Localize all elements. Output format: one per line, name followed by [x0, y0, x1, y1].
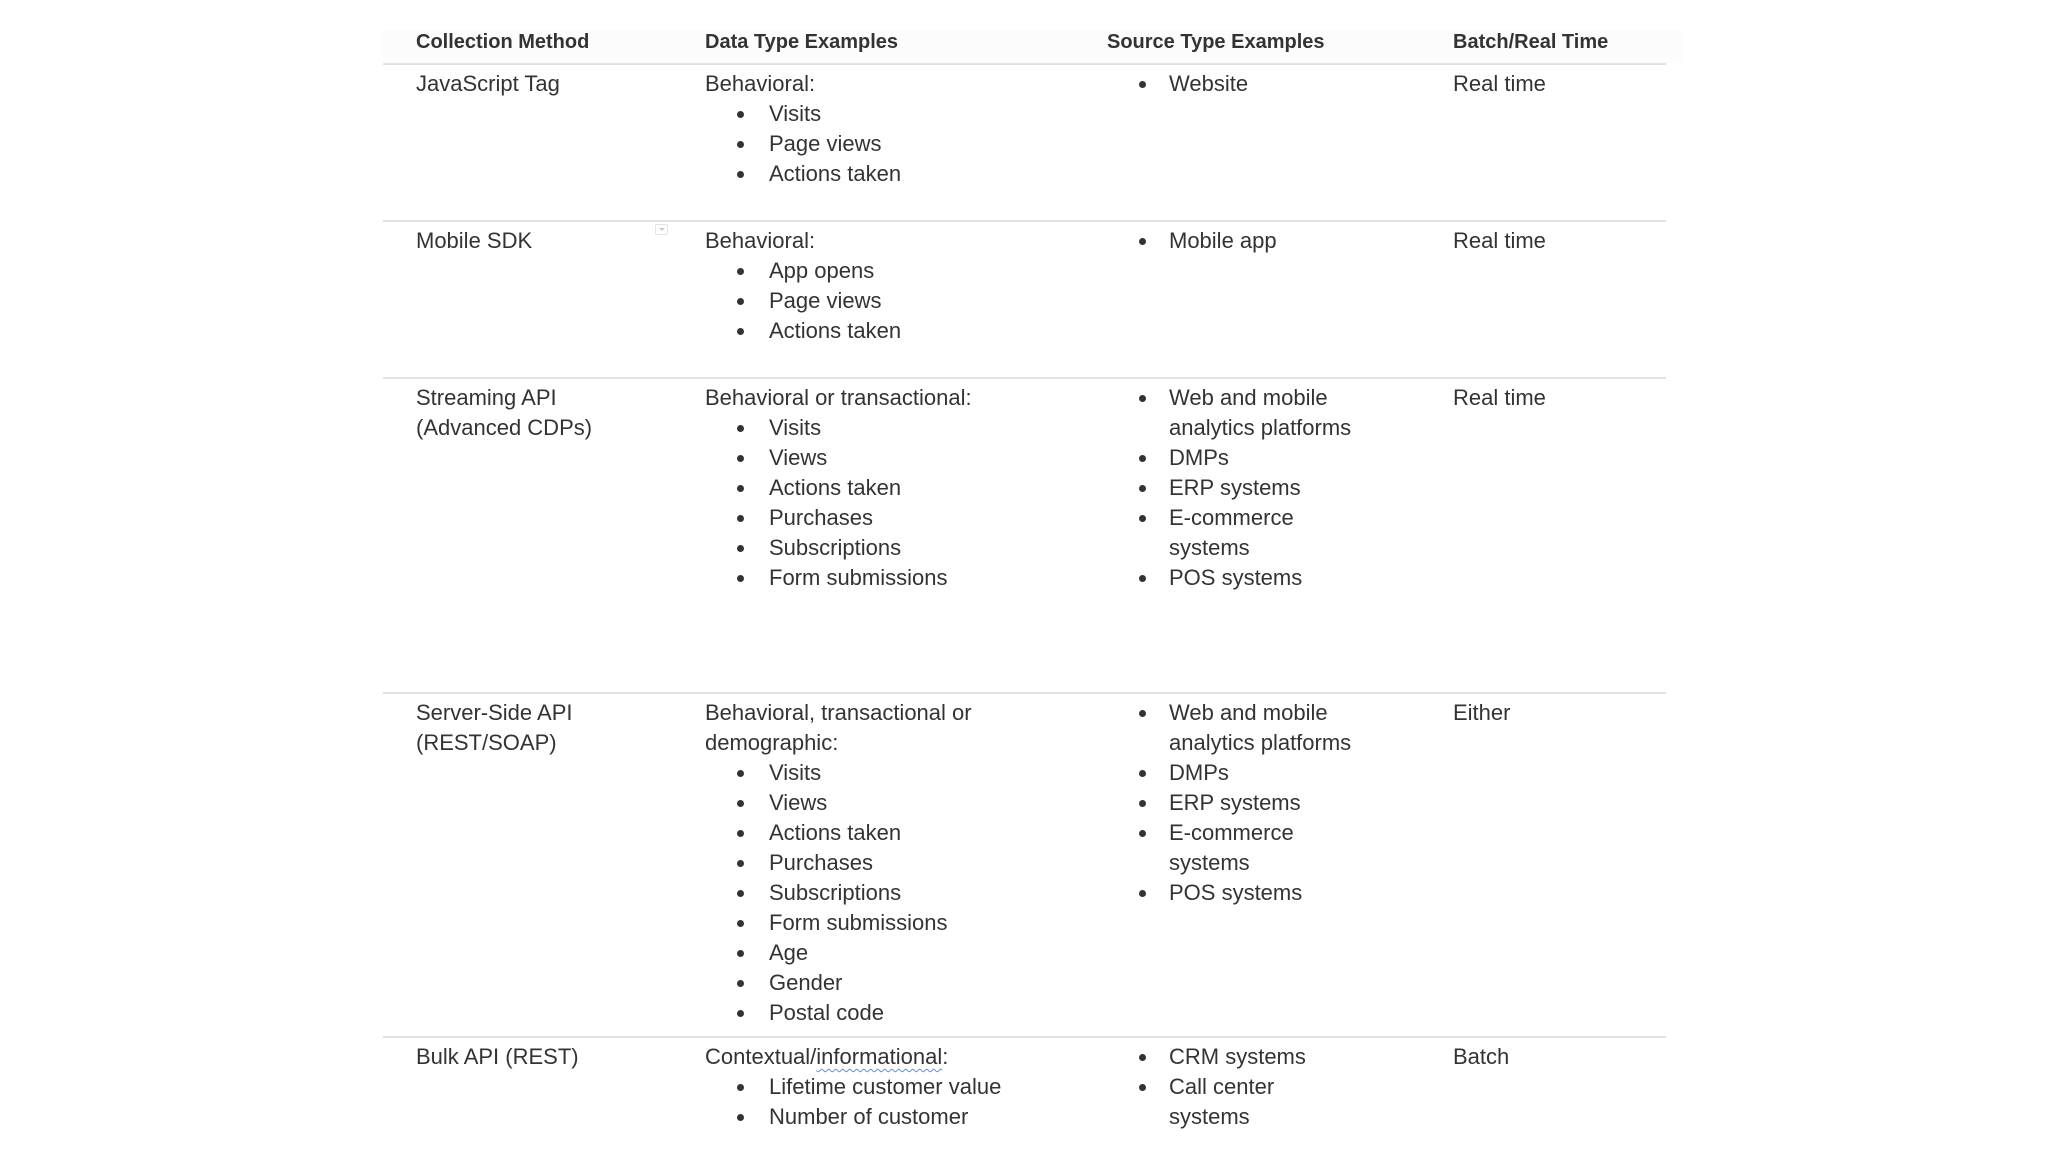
list-item: Subscriptions	[705, 878, 972, 908]
list-item-line: E-commerce	[1169, 820, 1294, 845]
source-type-list	[1107, 698, 1351, 908]
table-row-bulk-api-method	[416, 1042, 579, 1072]
table-row-bulk-api-data	[705, 1042, 1001, 1132]
table-row-bulk-api-sources	[1107, 1042, 1306, 1132]
list-item: Form submissions	[705, 563, 972, 593]
intro-suffix: :	[942, 1044, 949, 1069]
list-item: Visits	[705, 413, 972, 443]
row-divider	[383, 220, 1666, 222]
table-row-server-side-api-timing: Either	[1453, 700, 1511, 725]
list-item-line: systems	[1169, 1104, 1250, 1129]
list-item-text: POS systems	[1169, 565, 1303, 590]
table-row-mobile-sdk-sources	[1107, 226, 1277, 256]
source-type-list	[1107, 1042, 1306, 1132]
list-item-line: Call center	[1169, 1074, 1275, 1099]
list-item: Number of customer	[705, 1102, 1001, 1132]
table-row-javascript-tag-timing: Real time	[1453, 71, 1546, 96]
list-item	[1107, 758, 1351, 788]
data-type-intro	[705, 1042, 1001, 1072]
list-item: Actions taken	[705, 473, 972, 503]
header-source-type: Source Type Examples	[1107, 31, 1325, 53]
list-item: Actions taken	[705, 159, 901, 189]
list-item: Actions taken	[705, 818, 972, 848]
list-item: Views	[705, 443, 972, 473]
list-item	[1107, 473, 1351, 503]
data-type-intro: Behavioral, transactional or	[705, 700, 972, 725]
list-item: Purchases	[705, 848, 972, 878]
row-divider	[383, 63, 1666, 65]
header-collection-method: Collection Method	[416, 31, 590, 53]
list-item-text: ERP systems	[1169, 475, 1301, 500]
method-label: Bulk API (REST)	[416, 1044, 579, 1069]
list-item: Visits	[705, 99, 901, 129]
spellcheck-underlined-word[interactable]: informational	[816, 1044, 943, 1069]
method-label: Streaming API	[416, 385, 557, 410]
list-item-text: DMPs	[1169, 445, 1229, 470]
list-item	[1107, 69, 1248, 99]
header-data-type: Data Type Examples	[705, 31, 899, 53]
cell-dropdown-icon[interactable]	[655, 224, 668, 235]
list-item	[1107, 1042, 1306, 1072]
data-type-intro: Behavioral:	[705, 228, 816, 253]
method-label: Mobile SDK	[416, 228, 533, 253]
table-row-streaming-api-data	[705, 383, 972, 593]
list-item: Age	[705, 938, 972, 968]
table-row-server-side-api-method	[416, 698, 573, 758]
list-item	[1107, 818, 1351, 878]
list-item-text: Website	[1169, 71, 1249, 96]
method-label: JavaScript Tag	[416, 71, 560, 96]
intro-prefix: Contextual/	[705, 1044, 817, 1069]
list-item-line: analytics platforms	[1169, 415, 1352, 440]
table-row-server-side-api-data	[705, 698, 972, 1028]
list-item-line: systems	[1169, 535, 1250, 560]
list-item	[1107, 698, 1351, 758]
list-item-text: POS systems	[1169, 880, 1303, 905]
row-divider	[383, 377, 1666, 379]
data-type-list	[705, 99, 901, 189]
row-divider	[383, 1036, 1666, 1038]
table-row-streaming-api-method	[416, 383, 592, 443]
list-item: Views	[705, 788, 972, 818]
data-type-list	[705, 413, 972, 593]
list-item-text: Mobile app	[1169, 228, 1277, 253]
list-item	[1107, 383, 1351, 443]
list-item: Postal code	[705, 998, 972, 1028]
method-label: Server-Side API	[416, 700, 573, 725]
list-item-line: Web and mobile	[1169, 385, 1328, 410]
data-type-intro: demographic:	[705, 730, 839, 755]
table-row-mobile-sdk-timing: Real time	[1453, 228, 1546, 253]
source-type-list	[1107, 383, 1351, 593]
list-item: App opens	[705, 256, 901, 286]
row-divider	[383, 692, 1666, 694]
list-item: Page views	[705, 129, 901, 159]
list-item	[1107, 878, 1351, 908]
table-row-javascript-tag-data	[705, 69, 901, 189]
list-item	[1107, 443, 1351, 473]
list-item	[1107, 226, 1277, 256]
list-item-text: CRM systems	[1169, 1044, 1306, 1069]
list-item: Visits	[705, 758, 972, 788]
list-item-line: E-commerce	[1169, 505, 1294, 530]
table-row-javascript-tag-method	[416, 69, 560, 99]
source-type-list	[1107, 69, 1248, 99]
list-item: Form submissions	[705, 908, 972, 938]
list-item-text: ERP systems	[1169, 790, 1301, 815]
list-item-text: DMPs	[1169, 760, 1229, 785]
list-item: Lifetime customer value	[705, 1072, 1001, 1102]
list-item	[1107, 563, 1351, 593]
table-row-mobile-sdk-method	[416, 226, 532, 256]
table-row-server-side-api-sources	[1107, 698, 1351, 908]
list-item: Purchases	[705, 503, 972, 533]
table-row-bulk-api-timing: Batch	[1453, 1044, 1510, 1069]
method-label-note: (REST/SOAP)	[416, 730, 557, 755]
data-type-list	[705, 256, 901, 346]
list-item	[1107, 1072, 1306, 1132]
header-timing: Batch/Real Time	[1453, 31, 1609, 53]
list-item	[1107, 788, 1351, 818]
list-item: Subscriptions	[705, 533, 972, 563]
list-item-line: systems	[1169, 850, 1250, 875]
table-row-javascript-tag-sources	[1107, 69, 1248, 99]
list-item: Gender	[705, 968, 972, 998]
list-item: Page views	[705, 286, 901, 316]
data-type-list	[705, 758, 972, 1028]
list-item: Actions taken	[705, 316, 901, 346]
table-row-streaming-api-timing: Real time	[1453, 385, 1546, 410]
source-type-list	[1107, 226, 1277, 256]
list-item-line: Web and mobile	[1169, 700, 1328, 725]
list-item-line: analytics platforms	[1169, 730, 1352, 755]
table-row-mobile-sdk-data	[705, 226, 901, 346]
method-label-note: (Advanced CDPs)	[416, 415, 593, 440]
data-type-intro: Behavioral or transactional:	[705, 385, 972, 410]
list-item	[1107, 503, 1351, 563]
table-row-streaming-api-sources	[1107, 383, 1351, 593]
data-type-list	[705, 1072, 1001, 1132]
data-type-intro: Behavioral:	[705, 71, 816, 96]
